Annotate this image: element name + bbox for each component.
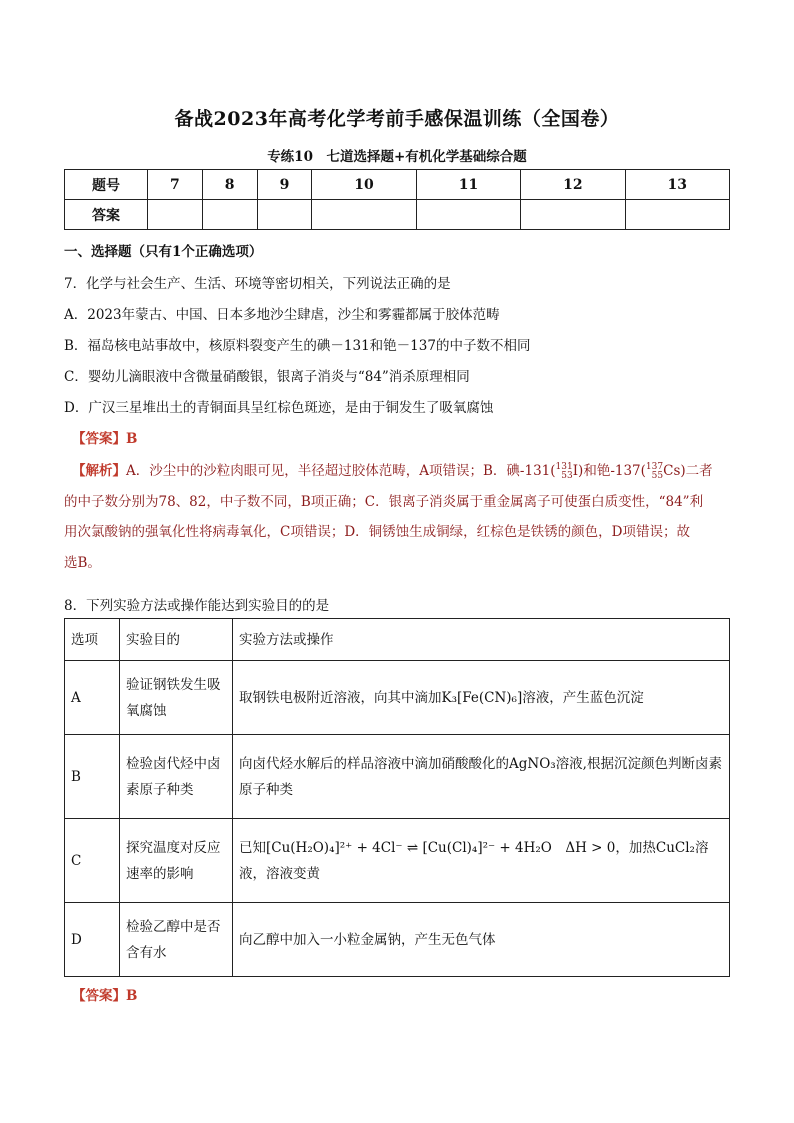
analysis-line <box>72 456 732 487</box>
question-number-cell: 13 <box>625 170 729 200</box>
q7-option-b: B．福岛核电站事故中，核原料裂变产生的碘－131和铯－137的中子数不相同 <box>64 338 531 354</box>
method-text: 溶液,根据沉淀颜色判断卤素原子种类 <box>239 755 722 798</box>
question-number-label: 题号 <box>65 170 148 200</box>
row-method <box>233 819 730 903</box>
question-number-cell: 9 <box>257 170 312 200</box>
table-row <box>65 170 730 200</box>
answer-cell[interactable] <box>521 200 625 230</box>
atomic-number: 53 <box>561 470 573 481</box>
experiment-table <box>64 618 730 977</box>
answer-cell[interactable] <box>312 200 416 230</box>
table-row <box>65 619 730 661</box>
question-number-cell: 7 <box>148 170 203 200</box>
analysis-line: 选B。 <box>64 554 101 571</box>
answer-cell[interactable] <box>257 200 312 230</box>
q7-stem: 7．化学与社会生产、生活、环境等密切相关，下列说法正确的是 <box>64 276 451 292</box>
method-text: 已知 <box>239 839 266 856</box>
header-purpose: 实验目的 <box>120 619 233 661</box>
equilibrium-equation: [Cu(H₂O)₄]²⁺ + 4Cl⁻ ⇌ [Cu(Cl)₄]²⁻ + 4H₂O ΔH > 0 <box>266 839 616 856</box>
table-row <box>65 903 730 977</box>
q8-stem: 8．下列实验方法或操作能达到实验目的的是 <box>64 598 330 614</box>
method-text: 取钢铁电极附近溶液，向其中滴加 <box>239 689 442 706</box>
reagent-formula: CuCl₂ <box>655 839 695 856</box>
mass-number: 137 <box>645 461 664 472</box>
row-method: 向乙醇中加入一小粒金属钠，产生无色气体 <box>233 903 730 977</box>
method-text: ，加热 <box>615 839 656 856</box>
row-option: B <box>65 735 120 819</box>
q7-analysis <box>64 456 732 578</box>
analysis-line: 的中子数分别为78、82，中子数不同，B项正确；C．银离子消炎属于重金属离子可使蛋白质变性，“84”利 <box>64 493 704 510</box>
q7-option-d: D．广汉三星堆出土的青铜面具呈红棕色斑迹，是由于铜发生了吸氧腐蚀 <box>64 400 494 416</box>
row-purpose: 探究温度对反应速率的影响 <box>120 819 233 903</box>
header-option: 选项 <box>65 619 120 661</box>
row-option: A <box>65 661 120 735</box>
answer-cell[interactable] <box>416 200 520 230</box>
isotope-notation <box>646 463 663 481</box>
isotope-notation <box>556 463 573 481</box>
q7-option-a: A．2023年蒙古、中国、日本多地沙尘肆虐，沙尘和雾霾都属于胶体范畴 <box>64 307 500 323</box>
row-method <box>233 735 730 819</box>
method-text: 向卤代烃水解后的样品溶液中滴加硝酸酸化的 <box>239 755 509 772</box>
header-method: 实验方法或操作 <box>233 619 730 661</box>
analysis-text: A．沙尘中的沙粒肉眼可见，半径超过胶体范畴，A项错误；B．碘-131( <box>126 463 556 479</box>
question-number-cell: 10 <box>312 170 416 200</box>
answer-label: 答案 <box>65 200 148 230</box>
analysis-text: )和铯-137( <box>578 463 646 479</box>
row-method <box>233 661 730 735</box>
answer-cell[interactable] <box>625 200 729 230</box>
question-number-cell: 8 <box>202 170 257 200</box>
row-purpose: 检验乙醇中是否含有水 <box>120 903 233 977</box>
mass-number: 131 <box>555 461 573 472</box>
q7-option-c: C．婴幼儿滴眼液中含微量硝酸银，银离子消炎与“84”消杀原理相同 <box>64 369 470 385</box>
table-row <box>65 200 730 230</box>
method-text: 溶液，溶液变黄 <box>239 839 709 882</box>
table-row <box>65 661 730 735</box>
page-subtitle: 专练10 七道选择题+有机化学基础综合题 <box>267 149 527 165</box>
analysis-text: )二者 <box>680 463 713 479</box>
row-purpose: 检验卤代烃中卤素原子种类 <box>120 735 233 819</box>
answer-cell[interactable] <box>148 200 203 230</box>
table-row <box>65 819 730 903</box>
table-row <box>65 735 730 819</box>
page-title: 备战2023年高考化学考前手感保温训练（全国卷） <box>174 108 620 130</box>
answer-cell[interactable] <box>202 200 257 230</box>
section-heading: 一、选择题（只有1个正确选项） <box>64 244 263 260</box>
question-number-cell: 11 <box>416 170 520 200</box>
row-option: D <box>65 903 120 977</box>
analysis-line: 用次氯酸钠的强氧化性将病毒氧化，C项错误；D．铜锈蚀生成铜绿，红棕色是铁锈的颜色，D项错误；故 <box>64 524 690 540</box>
analysis-label: 【解析】 <box>72 463 126 479</box>
reagent-formula: AgNO₃ <box>509 755 556 772</box>
question-number-cell: 12 <box>521 170 625 200</box>
row-purpose: 验证钢铁发生吸氧腐蚀 <box>120 661 233 735</box>
reagent-formula: K₃[Fe(CN)₆] <box>441 689 523 706</box>
q8-answer: 【答案】B <box>72 988 138 1004</box>
answer-sheet-table <box>64 169 730 230</box>
row-option: C <box>65 819 120 903</box>
element-symbol: Cs <box>663 463 681 479</box>
method-text: 溶液，产生蓝色沉淀 <box>522 689 644 706</box>
element-symbol: I <box>572 463 579 479</box>
atomic-number: 55 <box>651 470 664 481</box>
q7-answer: 【答案】B <box>72 431 138 447</box>
